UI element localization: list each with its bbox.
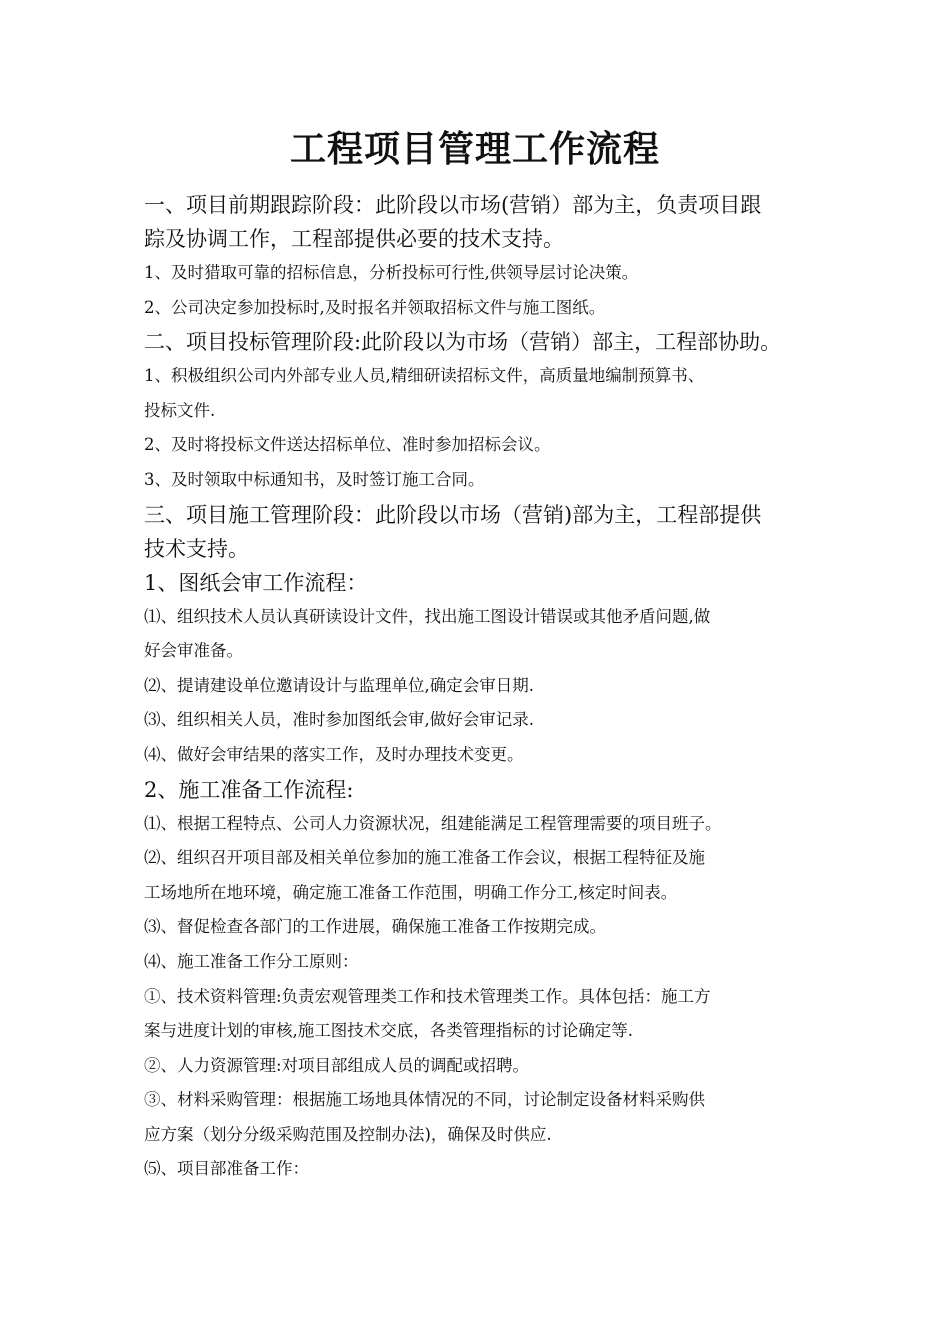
document-title: 工程项目管理工作流程 xyxy=(289,129,660,170)
document-line: ⑴、根据工程特点、公司人力资源状况，组建能满足工程管理需要的项目班子。 xyxy=(144,813,722,833)
document-line: 2、公司决定参加投标时,及时报名并领取招标文件与施工图纸。 xyxy=(144,297,606,317)
document-line: 2、及时将投标文件送达招标单位、准时参加招标会议。 xyxy=(144,435,551,455)
document-line: 案与进度计划的审核,施工图技术交底，各类管理指标的讨论确定等. xyxy=(144,1021,633,1041)
document-line: ⑵、组织召开项目部及相关单位参加的施工准备工作会议，根据工程特征及施 xyxy=(144,848,705,868)
document-line: ③、材料采购管理：根据施工场地具体情况的不同，讨论制定设备材料采购供 xyxy=(144,1090,705,1110)
document-line: ⑵、提请建设单位邀请设计与监理单位,确定会审日期. xyxy=(144,675,534,695)
document-line: ⑶、督促检查各部门的工作进展，确保施工准备工作按期完成。 xyxy=(144,917,606,937)
document-line: ⑴、组织技术人员认真研读设计文件，找出施工图设计错误或其他矛盾问题,做 xyxy=(144,606,711,626)
document-line: ②、人力资源管理:对项目部组成人员的调配或招聘。 xyxy=(144,1055,530,1075)
document-line: ⑸、项目部准备工作： xyxy=(144,1159,309,1179)
document-line: 好会审准备。 xyxy=(144,641,243,661)
document-line: 1、积极组织公司内外部专业人员,精细研读招标文件，高质量地编制预算书、 xyxy=(144,366,705,386)
document-line: 1、及时猎取可靠的招标信息，分析投标可行性,供领导层讨论决策。 xyxy=(144,263,639,282)
document-line: ⑷、做好会审结果的落实工作，及时办理技术变更。 xyxy=(144,744,524,764)
document-line: 2、施工准备工作流程: xyxy=(144,777,354,802)
document-line: 踪及协调工作，工程部提供必要的技术支持。 xyxy=(144,227,564,251)
document-line: 1、图纸会审工作流程： xyxy=(144,570,368,595)
document-line: ①、技术资料管理:负责宏观管理类工作和技术管理类工作。具体包括：施工方 xyxy=(144,986,711,1006)
document-line: ⑷、施工准备工作分工原则： xyxy=(144,951,359,971)
document-line: 应方案（划分分级采购范围及控制办法)，确保及时供应. xyxy=(144,1124,552,1144)
document-line: 技术支持。 xyxy=(144,536,249,561)
document-line: 投标文件. xyxy=(144,400,216,420)
document-line: 三、项目施工管理阶段：此阶段以市场（营销)部为主，工程部提供 xyxy=(144,502,762,527)
document-line: 工场地所在地环境，确定施工准备工作范围，明确工作分工,核定时间表。 xyxy=(144,882,678,902)
document-line: ⑶、组织相关人员，准时参加图纸会审,做好会审记录. xyxy=(144,710,534,730)
document-line: 一、项目前期跟踪阶段：此阶段以市场(营销）部为主，负责项目跟 xyxy=(144,193,762,217)
document-line: 3、及时领取中标通知书，及时签订施工合同。 xyxy=(144,469,485,489)
document-line: 二、项目投标管理阶段:此阶段以为市场（营销）部主，工程部协助。 xyxy=(144,330,782,355)
document-body xyxy=(144,188,812,1187)
